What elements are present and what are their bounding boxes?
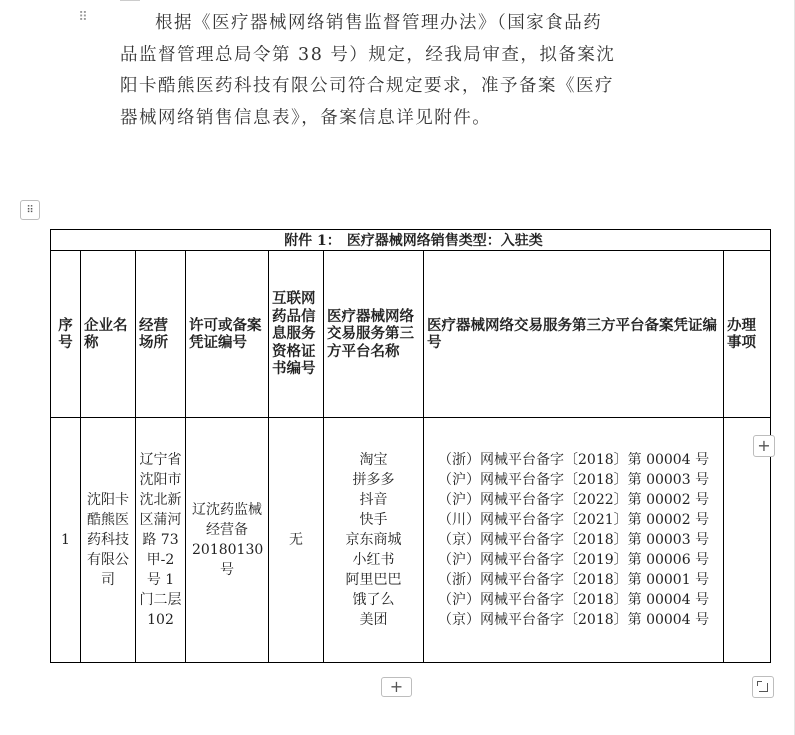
cell-license: 辽沈药监械经营备 20180130 号 [186, 418, 269, 663]
platform-item: 快手 [359, 512, 388, 528]
caption-prefix: 附件 1： [284, 233, 341, 249]
paragraph-line: 阳卡酷熊医药科技有限公司符合规定要求，准予备案《医疗 [120, 76, 614, 96]
paragraph-line: 根据《医疗器械网络销售监督管理办法》（国家食品药 [155, 13, 603, 33]
table-container [50, 229, 756, 668]
table-caption [51, 230, 771, 251]
platform-item: 淘宝 [359, 452, 388, 468]
add-row-button[interactable]: + [381, 677, 412, 697]
filing-item: （川）网械平台备字〔2021〕第 00002 号 [438, 512, 710, 528]
filing-item: （沪）网械平台备字〔2018〕第 00004 号 [438, 592, 710, 608]
cell-filings [424, 418, 724, 663]
filing-item: （浙）网械平台备字〔2018〕第 00001 号 [438, 572, 710, 588]
page-top-rule [120, 0, 140, 1]
cell-site: 辽宁省沈阳市沈北新区蒲河路 73 甲-2 号 1 门二层 102 [136, 418, 186, 663]
header-license: 许可或备案凭证编号 [186, 251, 269, 418]
filing-item: （沪）网械平台备字〔2022〕第 00002 号 [438, 492, 710, 508]
cell-no: 1 [51, 418, 81, 663]
cell-platforms [324, 418, 424, 663]
platform-item: 拼多多 [352, 472, 395, 488]
filing-item: （沪）网械平台备字〔2019〕第 00006 号 [438, 552, 710, 568]
header-platform-filing: 医疗器械网络交易服务第三方平台备案凭证编号 [424, 251, 724, 418]
filing-item: （京）网械平台备字〔2018〕第 00003 号 [438, 532, 710, 548]
platform-item: 饿了么 [352, 592, 395, 608]
header-site: 经营场所 [136, 251, 186, 418]
platform-item: 京东商城 [345, 532, 402, 548]
header-platform-name: 医疗器械网络交易服务第三方平台名称 [324, 251, 424, 418]
header-matters: 办理事项 [724, 251, 771, 418]
platform-item: 美团 [359, 612, 388, 628]
table-resize-icon[interactable] [752, 676, 774, 698]
platform-item: 抖音 [359, 492, 388, 508]
filing-table [50, 229, 771, 663]
header-company: 企业名称 [81, 251, 136, 418]
filing-item: （浙）网械平台备字〔2018〕第 00004 号 [438, 452, 710, 468]
caption-text: 医疗器械网络销售类型：入驻类 [346, 233, 543, 249]
platform-item: 小红书 [352, 552, 395, 568]
paragraph-line: 品监督管理总局令第 38 号）规定，经我局审查，拟备案沈 [120, 44, 616, 65]
filing-item: （京）网械平台备字〔2018〕第 00004 号 [438, 612, 710, 628]
table-move-handle-icon[interactable]: ⠿ [20, 200, 40, 220]
header-internet-cert: 互联网药品信息服务资格证书编号 [269, 251, 324, 418]
table-row [51, 418, 771, 663]
header-no: 序号 [51, 251, 81, 418]
platform-item: 阿里巴巴 [345, 572, 402, 588]
add-column-button[interactable]: + [753, 435, 775, 457]
cell-company: 沈阳卡酷熊医药科技有限公司 [81, 418, 136, 663]
filing-item: （沪）网械平台备字〔2018〕第 00003 号 [438, 472, 710, 488]
paragraph-line: 器械网络销售信息表》，备案信息详见附件。 [120, 107, 492, 128]
cell-internet-cert: 无 [269, 418, 324, 663]
paragraph-drag-handle-icon[interactable]: ⠿ [78, 10, 88, 25]
document-paragraph [120, 8, 690, 134]
